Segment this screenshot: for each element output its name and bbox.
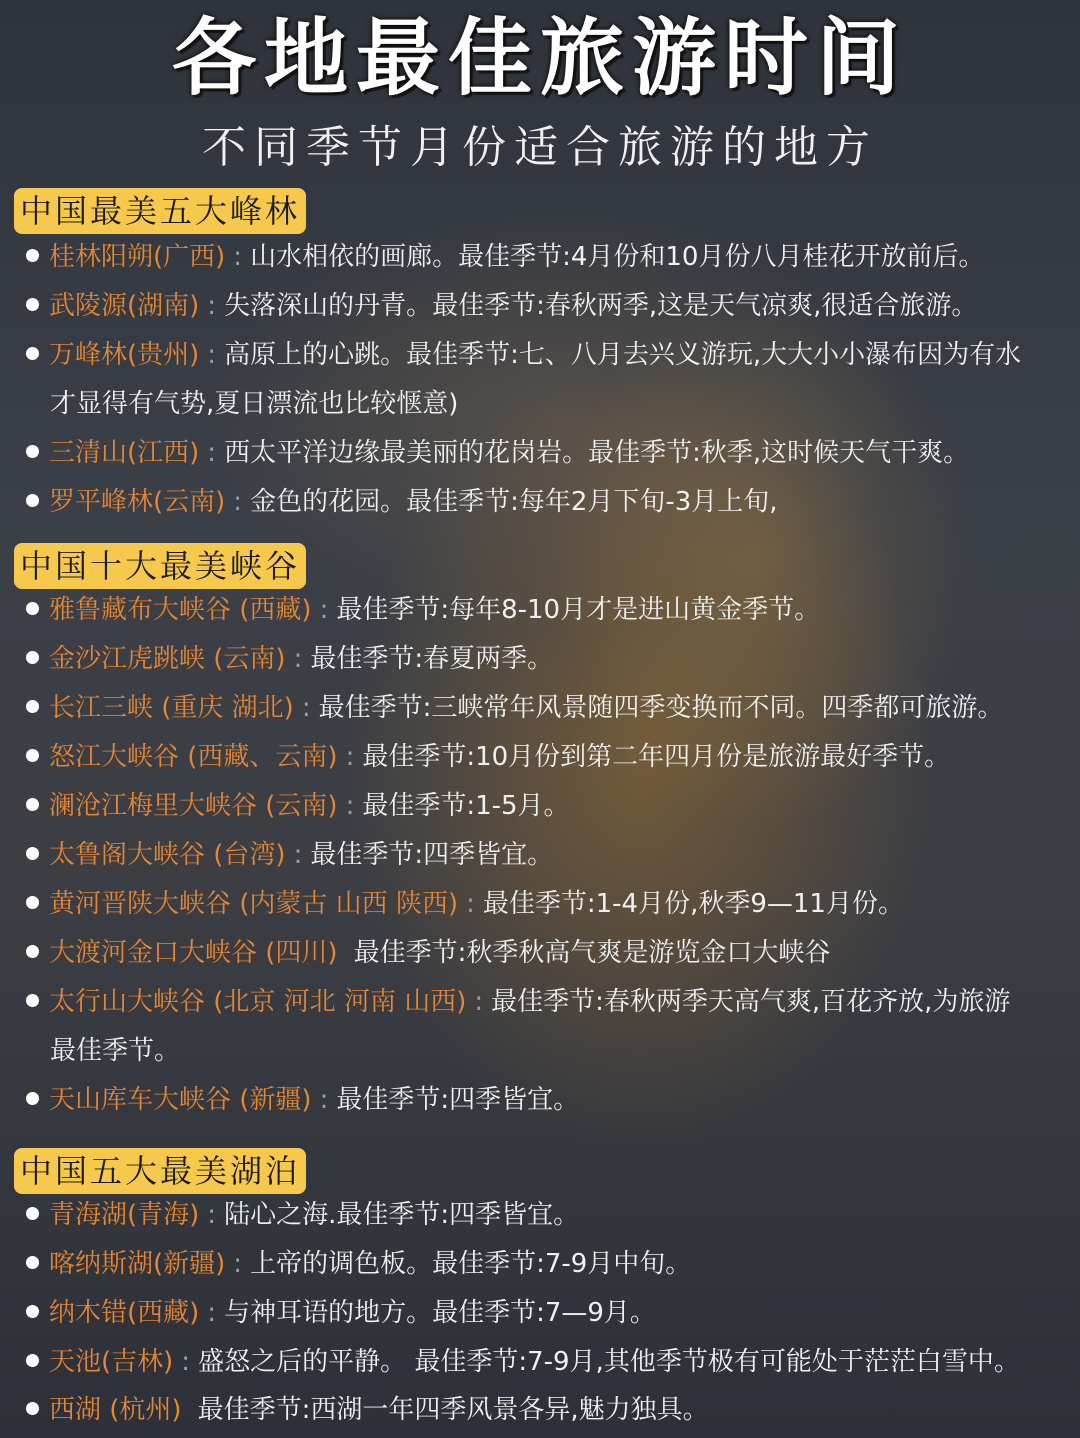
item-description-continued: 最佳季节。 (50, 1036, 181, 1066)
place-name: 长江三峡 (重庆 湖北) (49, 693, 294, 723)
separator: : (207, 291, 217, 321)
list-item (26, 684, 1050, 733)
place-name: 澜沧江梅里大峡谷 (云南) (49, 791, 338, 821)
item-description: 最佳季节:1-4月份,秋季9—11月份。 (482, 889, 904, 919)
place-name: 雅鲁藏布大峡谷 (西藏) (49, 595, 312, 625)
separator: : (207, 340, 217, 370)
bullet-icon (26, 1402, 39, 1415)
list-item (26, 478, 1050, 527)
section-heading-lakes: 中国五大最美湖泊 (14, 1148, 306, 1194)
bullet-icon (26, 994, 39, 1007)
bullet-icon (26, 945, 39, 958)
list-item (26, 429, 1050, 478)
place-name: 罗平峰林(云南) (49, 487, 226, 517)
list-item (26, 635, 1050, 684)
item-description: 山水相依的画廊。最佳季节:4月份和10月份八月桂花开放前后。 (250, 242, 985, 272)
bullet-icon (26, 445, 39, 458)
bullet-icon (26, 347, 39, 360)
item-description: 高原上的心跳。最佳季节:七、八月去兴义游玩,大大小小瀑布因为有水 (224, 340, 1022, 370)
place-name: 青海湖(青海) (49, 1200, 200, 1230)
place-name: 金沙江虎跳峡 (云南) (49, 644, 286, 674)
separator: : (466, 889, 475, 919)
separator: : (207, 1200, 217, 1230)
list-item (26, 1076, 1050, 1125)
bullet-icon (26, 602, 39, 615)
section-heading-peaks: 中国最美五大峰林 (14, 188, 306, 234)
item-description: 最佳季节:春夏两季。 (310, 644, 554, 674)
item-description: 盛怒之后的平静。 最佳季节:7-9月,其他季节极有可能处于茫茫白雪中。 (198, 1347, 1020, 1377)
place-name: 三清山(江西) (49, 438, 200, 468)
item-description: 最佳季节:秋季秋高气爽是游览金口大峡谷 (353, 938, 831, 968)
item-description: 最佳季节:西湖一年四季风景各异,魅力独具。 (197, 1395, 709, 1425)
separator: : (233, 487, 243, 517)
item-description: 陆心之海.最佳季节:四季皆宜。 (224, 1200, 580, 1230)
list-item (26, 233, 1050, 282)
place-name: 武陵源(湖南) (49, 291, 200, 321)
bullet-icon (26, 1207, 39, 1220)
bullet-icon (26, 1354, 39, 1367)
bullet-icon (26, 896, 39, 909)
bullet-icon (26, 749, 39, 762)
item-description: 最佳季节:春秋两季天高气爽,百花齐放,为旅游 (491, 987, 1011, 1017)
item-description: 失落深山的丹青。最佳季节:春秋两季,这是天气凉爽,很适合旅游。 (224, 291, 978, 321)
bullet-icon (26, 651, 39, 664)
list-item (26, 1386, 1050, 1435)
place-name: 万峰林(贵州) (49, 340, 200, 370)
place-name: 太鲁阁大峡谷 (台湾) (49, 840, 286, 870)
item-description: 最佳季节:1-5月。 (362, 791, 570, 821)
bullet-icon (26, 1305, 39, 1318)
list-item (26, 929, 1050, 978)
bullet-icon (26, 700, 39, 713)
bullet-icon (26, 847, 39, 860)
item-description-continued: 才显得有气势,夏日漂流也比较惬意) (50, 389, 459, 419)
separator: : (233, 242, 243, 272)
separator: : (345, 791, 355, 821)
separator: : (293, 644, 303, 674)
item-description: 上帝的调色板。最佳季节:7-9月中旬。 (250, 1249, 692, 1279)
separator: : (207, 438, 217, 468)
separator: : (181, 1347, 191, 1377)
place-name: 太行山大峡谷 (北京 河北 河南 山西) (49, 987, 467, 1017)
separator: : (319, 1085, 329, 1115)
list-item (26, 1338, 1050, 1387)
list-item (26, 880, 1050, 929)
place-name: 纳木错(西藏) (49, 1298, 200, 1328)
list-item (26, 1289, 1050, 1338)
item-description: 最佳季节:10月份到第二年四月份是旅游最好季节。 (362, 742, 951, 772)
place-name: 西湖 (杭州) (49, 1395, 182, 1425)
list-item (26, 1191, 1050, 1240)
place-name: 桂林阳朔(广西) (49, 242, 226, 272)
separator: : (233, 1249, 243, 1279)
separator: : (301, 693, 311, 723)
place-name: 天池(吉林) (49, 1347, 174, 1377)
item-description: 与神耳语的地方。最佳季节:7—9月。 (224, 1298, 656, 1328)
bullet-icon (26, 798, 39, 811)
bullet-icon (26, 249, 39, 262)
place-name: 黄河晋陕大峡谷 (内蒙古 山西 陕西) (49, 889, 459, 919)
page-title: 各地最佳旅游时间 (171, 9, 908, 107)
bullet-icon (26, 494, 39, 507)
page-subtitle: 不同季节月份适合旅游的地方 (202, 122, 878, 173)
place-name: 怒江大峡谷 (西藏、云南) (49, 742, 338, 772)
list-item (26, 782, 1050, 831)
list-item (26, 978, 1050, 1027)
place-name: 喀纳斯湖(新疆) (49, 1249, 226, 1279)
separator: : (345, 742, 355, 772)
list-item (26, 282, 1050, 331)
bullet-icon (26, 1256, 39, 1269)
separator: : (207, 1298, 217, 1328)
separator: : (474, 987, 484, 1017)
item-description: 金色的花园。最佳季节:每年2月下旬-3月上旬, (250, 487, 778, 517)
separator: : (319, 595, 329, 625)
item-description: 最佳季节:四季皆宜。 (310, 840, 554, 870)
place-name: 大渡河金口大峡谷 (四川) (49, 938, 338, 968)
bullet-icon (26, 1092, 39, 1105)
bullet-icon (26, 298, 39, 311)
item-description: 最佳季节:每年8-10月才是进山黄金季节。 (336, 595, 821, 625)
list-item (26, 331, 1050, 380)
list-item (26, 586, 1050, 635)
list-item (26, 1240, 1050, 1289)
list-item (26, 831, 1050, 880)
item-description: 最佳季节:四季皆宜。 (336, 1085, 580, 1115)
separator: : (293, 840, 303, 870)
list-item (26, 733, 1050, 782)
item-description: 最佳季节:三峡常年风景随四季变换而不同。四季都可旅游。 (318, 693, 1004, 723)
item-description: 西太平洋边缘最美丽的花岗岩。最佳季节:秋季,这时候天气干爽。 (224, 438, 970, 468)
place-name: 天山库车大峡谷 (新疆) (49, 1085, 312, 1115)
section-heading-canyons: 中国十大最美峡谷 (14, 543, 306, 589)
